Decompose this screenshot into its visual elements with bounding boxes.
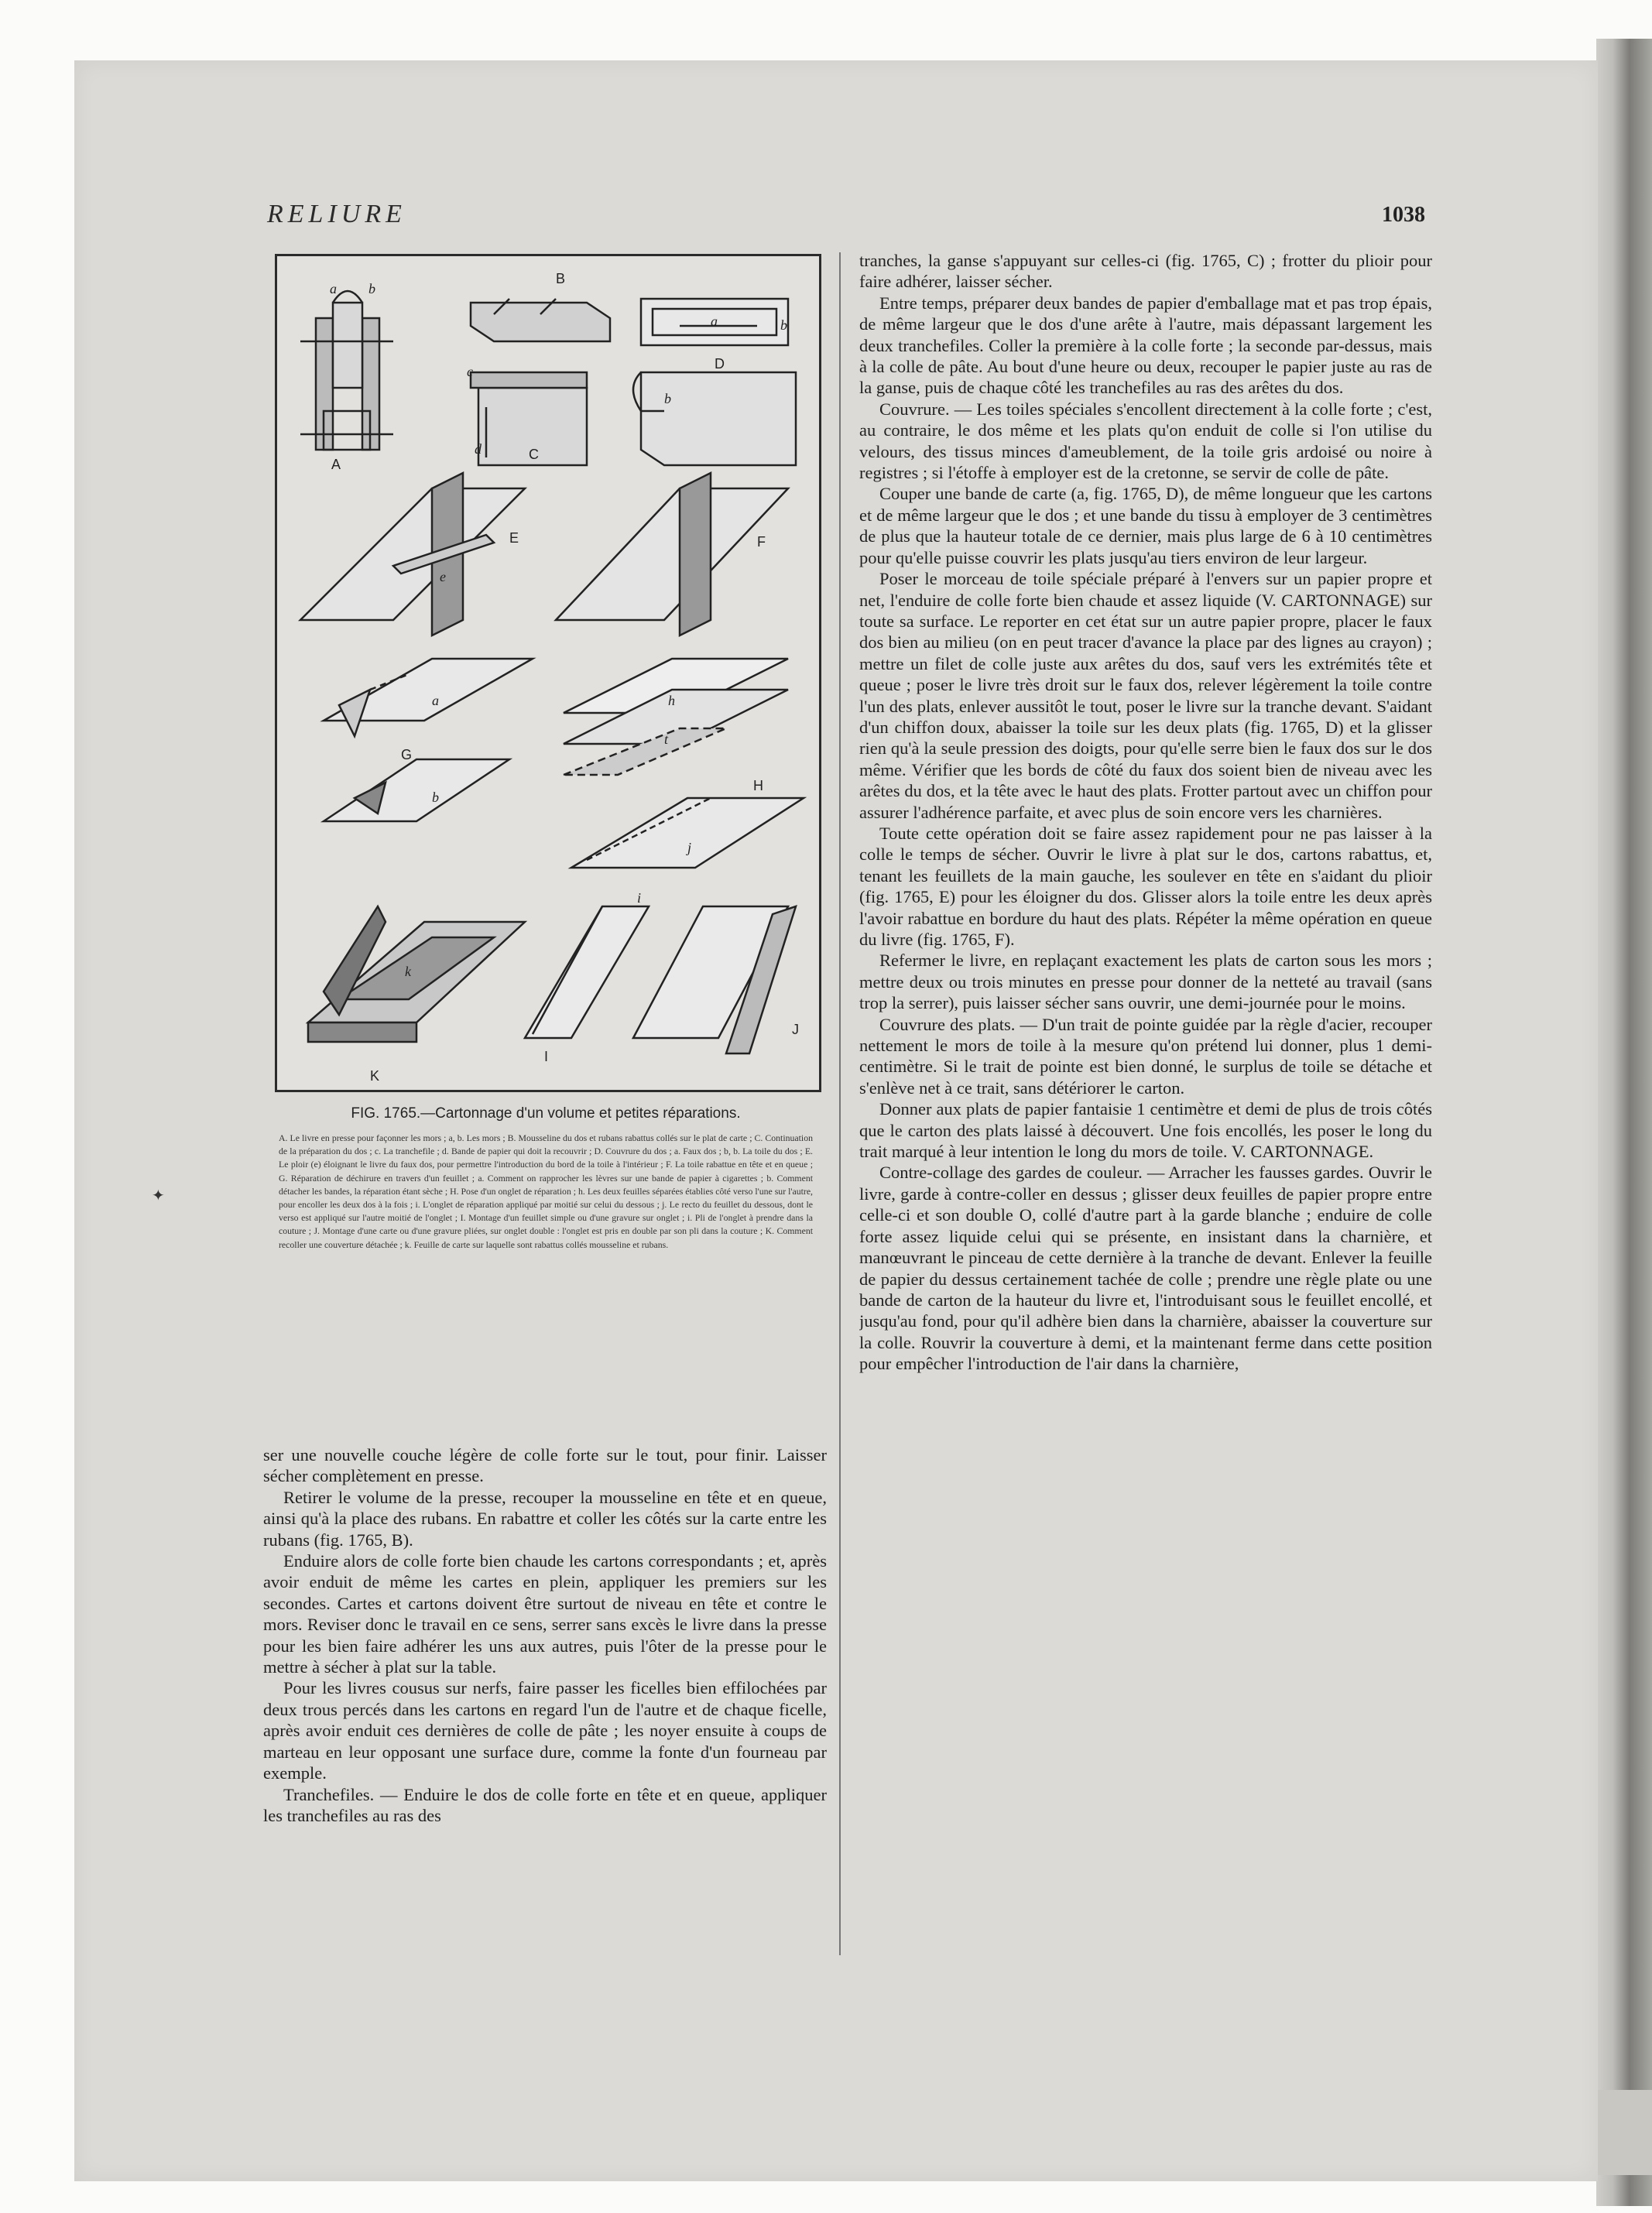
label-J: J [792, 1022, 799, 1037]
figure-caption-text: —Cartonnage d'un volume et petites réparations. [420, 1105, 741, 1122]
column-rule [839, 252, 841, 1955]
figure-illustration [275, 254, 821, 1092]
paragraph: Pour les livres cousus sur nerfs, faire passer les ficelles bien effilochées par deux trous percés dans les cartons en regard l'un de l'autre et de chaque ficelle, après avoir enduit ces dernières de colle de pâte ; les noyer ensuite à coups de marteau en leur opposant une surface dure, comme la fonte d'un fourneau par exemple. [263, 1678, 827, 1783]
left-column [263, 1444, 827, 2002]
paragraph: Enduire alors de colle forte bien chaude les cartons correspondants ; et, après avoir enduit de même les cartes en plein, appliquer les premiers sur les secondes. Cartes et cartons doivent être surtout de niveau en tête et contre le mors. Reviser donc le travail en ce sens, serrer sans excès le livre dans la presse pour les bien faire adhérer les uns aux autres, puis l'ôter de la presse pour le mettre à sécher à plat sur la table. [263, 1551, 827, 1677]
label-h: h [668, 693, 675, 708]
paragraph: tranches, la ganse s'appuyant sur celles-ci (fig. 1765, C) ; frotter du plioir pour faire adhérer, laisser sécher. [859, 251, 1432, 292]
drawing-G [324, 659, 533, 821]
label-b-D: b [780, 317, 787, 333]
margin-mark: ✦ [152, 1186, 165, 1204]
label-C: C [529, 447, 539, 462]
label-b-D2: b [664, 391, 671, 406]
label-G: G [401, 747, 413, 762]
drawing-B [471, 299, 610, 341]
label-e: e [440, 569, 446, 584]
drawing-D [633, 372, 796, 465]
book-spine-bottom [1598, 2090, 1652, 2175]
label-i: i [637, 890, 642, 906]
drawing-F [556, 473, 788, 635]
bookbinding-drawings [277, 256, 819, 1090]
right-column [859, 250, 1432, 1984]
drawing-J [633, 906, 796, 1053]
paragraph: Retirer le volume de la presse, recouper la mousseline en tête et en queue, ainsi qu'à la place des rubans. En rabattre et coller les côtés sur la carte entre les rubans (fig. 1765, B). [263, 1487, 827, 1550]
figure-caption [275, 1105, 817, 1122]
paragraph: Tranchefiles. — Enduire le dos de colle forte en tête et en queue, appliquer les tranchefiles au ras des [263, 1784, 827, 1825]
book-spine-edge [1596, 39, 1652, 2206]
page-number: 1038 [1382, 203, 1425, 227]
drawing-H [564, 659, 788, 775]
label-t: t [664, 731, 669, 747]
label-E: E [509, 530, 519, 546]
figure-legend: A. Le livre en presse pour façonner les mors ; a, b. Les mors ; B. Mousseline du dos et rubans rabattus collés sur le plat de carte ; C. Continuation de la préparation du dos ; c. La tranchefile ; d. Bande de papier qui doit la recouvrir ; D. Couvrure du dos ; a. Faux dos ; b, b. La toile du dos ; E. Le ploir (e) éloignant le livre du faux dos, pour permettre l'introduction du bord de la toile à l'intérieur ; F. La toile rabattue en tête et en queue ; G. Réparation de déchirure en travers d'un feuillet ; a. Comment on rapprocher les lèvres sur une bande de papier à cigarettes ; b. Comment détacher les bandes, la réparation étant sèche ; H. Pose d'un onglet de réparation ; h. Les deux feuilles séparées établies côté verso l'une sur l'autre, pour encoller les deux dos à la fois ; i. L'onglet de réparation appliqué par moitié sur celui du dessous ; j. Le recto du feuillet du dessous, dont le verso est appliqué sur l'autre moitié de l'onglet ; I. Montage d'un feuillet simple ou d'une gravure sur onglet ; i. Pli de l'onglet à prendre dans la couture ; J. Montage d'une carte ou d'une gravure pliées, sur onglet double : l'onglet est pris en double par son pli dans la couture ; K. Comment recoller une couverture détachée ; k. Feuille de carte sur laquelle sont rabattus collés mousseline et rubans. [279, 1132, 813, 1250]
label-D: D [715, 356, 725, 372]
paragraph: Poser le morceau de toile spéciale préparé à l'envers sur un papier propre et net, l'enduire de colle forte bien chaude et assez liquide (V. CARTONNAGE) sur toute sa surface. Le reporter en cet état sur un autre papier propre, placer le faux dos bien au milieu (on en peut tracer d'avance la place par des lignes au crayon) ; mettre un filet de colle juste aux arêtes du dos, sauf vers les extrémités tête et queue ; poser le livre très droit sur le faux dos, relever légèrement la toile contre l'un des plats, enlever aussitôt le tout, poser le livre sur la tranche devant. S'aidant d'un chiffon doux, abaisser la toile sur les deux plats (fig. 1765, D) et la glisser rien qu'à la seule pression des doigts, pour qu'elle serre bien le faux dos sur le dos même. Vérifier que les bords de côté du faux dos soient bien de niveau avec les arêtes du dos, et la tête avec le haut des plats. Frotter partout avec un chiffon pour assurer l'adhérence parfaite, et avec plus de soin encore vers les charnières. [859, 569, 1432, 822]
drawing-I [525, 906, 649, 1038]
label-a: a [330, 281, 337, 296]
label-a-G: a [432, 693, 439, 708]
paragraph: Couvrure des plats. — D'un trait de pointe guidée par la règle d'acier, recouper nettement le mors de toile à la mesure qu'on prétend lui donner, plus 1 demi-centimètre. Si le trait de pointe est bien donné, le surplus de toile se détache et s'enlève net à ce trait, sans détériorer le carton. [859, 1014, 1432, 1098]
drawing-E [300, 473, 525, 635]
label-B: B [556, 271, 566, 286]
label-A: A [331, 457, 341, 472]
label-F: F [757, 534, 766, 550]
paragraph: Contre-collage des gardes de couleur. — Arracher les fausses gardes. Ouvrir le livre, garde à contre-coller en dessus ; glisser deux feuilles de papier propre entre celle-ci et son double O, collé d'autre part à la garde blanche ; enduire de colle forte assez liquide celui qui se présente, en insistant dans la charnière, et manœuvrant le pinceau de cette dernière à la tranche de devant. Enlever la feuille de papier du dessus certainement tachée de colle ; prendre une règle plate ou une bande de carton de la hauteur du livre et, l'introduisant sous le feuillet encollé, et jusqu'au fond, pour qu'il adhère bien dans la charnière, abaisser la couverture sur la colle. Rouvrir la couverture à demi, et la maintenant ferme dans cette position pour empêcher l'introduction de l'air dans la charnière, [859, 1163, 1432, 1374]
figure-caption-prefix: FIG. 1765. [351, 1105, 421, 1122]
drawing-j [571, 798, 804, 868]
paragraph: Couvrure. — Les toiles spéciales s'encollent directement à la colle forte ; c'est, au contraire, le dos même et les plats qu'on enduit de colle si l'on utilise du velours, des tissus minces d'ameublement, de la toile gris ardoisé ou noire à registres ; si l'étoffe à employer est de la cretonne, se servir de colle de pâte. [859, 399, 1432, 483]
label-c: c [467, 364, 473, 379]
label-I: I [544, 1049, 549, 1064]
drawing-K [308, 906, 525, 1042]
label-d: d [475, 441, 482, 457]
running-head: RELIURE [267, 200, 406, 228]
paragraph: Donner aux plats de papier fantaisie 1 centimètre et demi de plus de trois côtés que le carton des plats laissé à découvert. Une fois encollés, les poser le long du trait marqué à leur intention le long du mors de toile. V. CARTONNAGE. [859, 1099, 1432, 1162]
paragraph: Toute cette opération doit se faire assez rapidement pour ne pas laisser à la colle le temps de sécher. Ouvrir le livre à plat sur le dos, cartons rabattus, et, tenant les feuillets de la main gauche, les soulever en tête en s'aidant du plioir (fig. 1765, E) pour les éloigner du dos. Glisser alors la toile entre les deux après l'avoir rabattue en bordure du haut des plats. Répéter la même opération en queue du livre (fig. 1765, F). [859, 823, 1432, 949]
paragraph: Entre temps, préparer deux bandes de papier d'emballage mat et pas trop épais, de même largeur que le dos d'une arête à l'autre, mais dépassant largement les deux tranchefiles. Coller la première à la colle forte ; la seconde par-dessus, mais à la colle de pâte. Au bout d'une heure ou deux, recouper le papier juste au ras de la ganse, puis de chaque côté les tranchefiles au ras des arêtes du dos. [859, 293, 1432, 398]
paragraph: Couper une bande de carte (a, fig. 1765, D), de même longueur que les cartons et de même largeur que le dos ; et une bande du tissu à employer de 3 centimètres de plus que la hauteur totale de ce dernier, mais plus large de 6 à 10 centimètres pour qu'elle puisse couvrir les plats jusqu'au tiers environ de leur largeur. [859, 484, 1432, 567]
label-b-G: b [432, 790, 439, 805]
label-b: b [368, 281, 375, 296]
label-k: k [405, 964, 411, 979]
paragraph: Refermer le livre, en replaçant exactement les plats de carton sous les mors ; mettre deux ou trois minutes en presse pour donner de la netteté au travail (sans trop la serrer), puis laisser sécher sans ouvrir, une demi-journée pour le moins. [859, 951, 1432, 1013]
label-a-D: a [711, 313, 718, 329]
paragraph: ser une nouvelle couche légère de colle forte sur le tout, pour finir. Laisser sécher complètement en presse. [263, 1445, 827, 1486]
label-H: H [753, 778, 763, 793]
drawing-A-press [300, 291, 393, 450]
label-K: K [370, 1068, 380, 1084]
label-j: j [687, 840, 692, 855]
